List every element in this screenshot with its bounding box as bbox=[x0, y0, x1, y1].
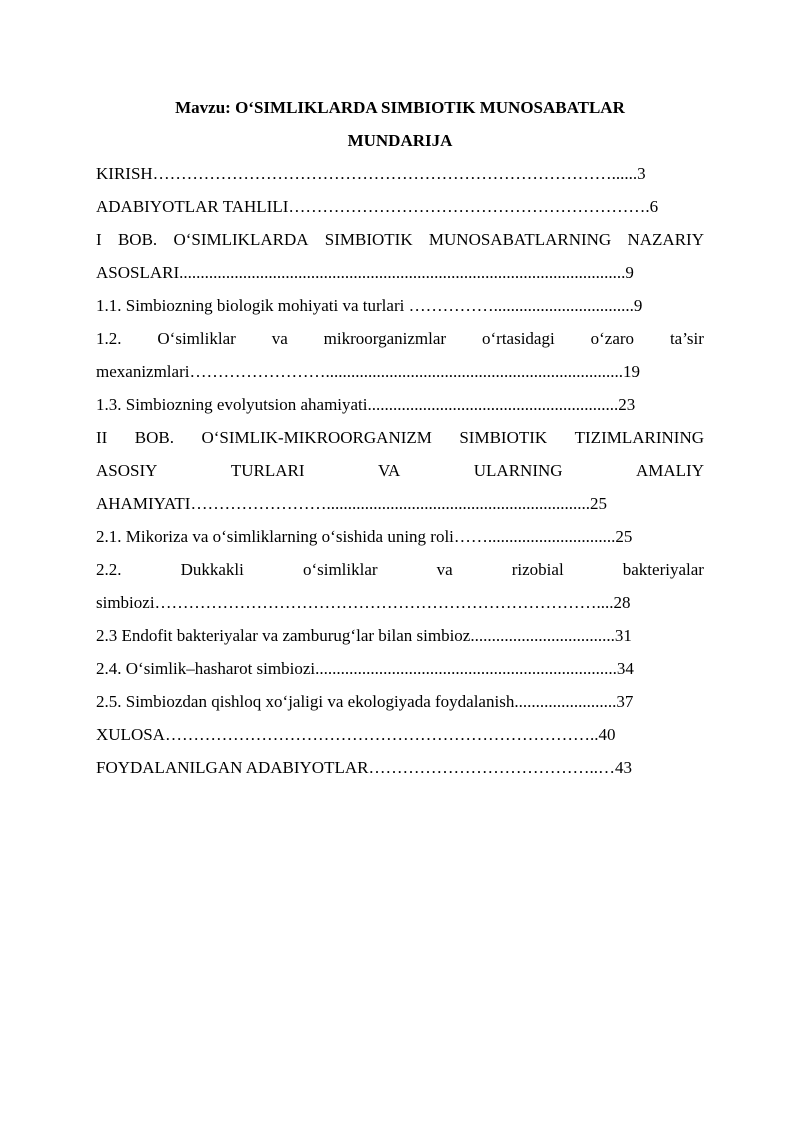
toc-word: 1.2. bbox=[96, 329, 122, 348]
toc-entry-foydalanilgan: FOYDALANILGAN ADABIYOTLAR…………………………………..…43 bbox=[96, 758, 632, 777]
toc-word: II bbox=[96, 428, 108, 447]
toc-word: o‘rtasidagi bbox=[482, 329, 555, 348]
toc-word: MUNOSABATLARNING bbox=[428, 230, 612, 249]
toc-entry-2-3: 2.3 Endofit bakteriyalar va zamburug‘lar bilan simbioz..................................31 bbox=[96, 626, 632, 645]
toc-entry-1-2-line2: mexanizmlari……………………......................................................................19 bbox=[96, 362, 640, 381]
contents-heading: MUNDARIJA bbox=[347, 131, 453, 150]
toc-word: BOB. bbox=[134, 428, 174, 447]
toc-word: I bbox=[96, 230, 102, 249]
toc-word: ASOSIY bbox=[96, 461, 158, 480]
toc-entry-bob2-line1 bbox=[96, 428, 704, 448]
toc-entry-2-2-line2: simbiozi……………………………………………………………………....28 bbox=[96, 593, 631, 612]
toc-word: VA bbox=[377, 461, 401, 480]
toc-entry-2-4: 2.4. O‘simlik–hasharot simbiozi.......................................................................34 bbox=[96, 659, 634, 678]
toc-word: va bbox=[436, 560, 453, 579]
toc-entry-adabiyotlar: ADABIYOTLAR TAHLILI……………………………………………………….6 bbox=[96, 197, 659, 216]
toc-word: Dukkakli bbox=[180, 560, 244, 579]
toc-entry-1-2-line1 bbox=[96, 329, 704, 349]
toc-entry-bob2-line3: AHAMIYATI……………………..............................................................25 bbox=[96, 494, 607, 513]
toc-word: TIZIMLARINING bbox=[574, 428, 704, 447]
toc-word: mikroorganizmlar bbox=[323, 329, 447, 348]
toc-entry-1-1: 1.1. Simbiozning biologik mohiyati va turlari …………….................................9 bbox=[96, 296, 643, 315]
toc-word: ta’sir bbox=[669, 329, 704, 348]
toc-word: va bbox=[271, 329, 288, 348]
toc-word: SIMBIOTIK bbox=[459, 428, 548, 447]
toc-word: bakteriyalar bbox=[622, 560, 704, 579]
toc-word: O‘simliklar bbox=[157, 329, 236, 348]
toc-entry-xulosa: XULOSA…………………………………………………………………..40 bbox=[96, 725, 616, 744]
toc-entry-kirish: KIRISH………………………………………………………………………......3 bbox=[96, 164, 646, 183]
toc-word: SIMBIOTIK bbox=[324, 230, 413, 249]
toc-entry-bob2-line2 bbox=[96, 461, 704, 481]
toc-entry-1-3: 1.3. Simbiozning evolyutsion ahamiyati...........................................................23 bbox=[96, 395, 636, 414]
toc-word: BOB. bbox=[117, 230, 158, 249]
toc-word: NAZARIY bbox=[627, 230, 704, 249]
toc-entry-2-1: 2.1. Mikoriza va o‘simliklarning o‘sishida uning roli……..............................25 bbox=[96, 527, 633, 546]
toc-word: o‘simliklar bbox=[302, 560, 378, 579]
toc-word: O‘SIMLIK-MIKROORGANIZM bbox=[201, 428, 432, 447]
toc-word: AMALIY bbox=[635, 461, 704, 480]
toc-word: TURLARI bbox=[230, 461, 305, 480]
toc-word: o‘zaro bbox=[590, 329, 635, 348]
toc-word: O‘SIMLIKLARDA bbox=[173, 230, 309, 249]
toc-entry-bob1-line1 bbox=[96, 230, 704, 250]
toc-word: ULARNING bbox=[473, 461, 563, 480]
toc-entry-2-2-line1 bbox=[96, 560, 704, 580]
toc-word: rizobial bbox=[511, 560, 564, 579]
toc-word: 2.2. bbox=[96, 560, 122, 579]
document-title: Mavzu: O‘SIMLIKLARDA SIMBIOTIK MUNOSABATLAR bbox=[175, 98, 625, 117]
toc-entry-2-5: 2.5. Simbiozdan qishloq xo‘jaligi va ekologiyada foydalanish........................37 bbox=[96, 692, 634, 711]
toc-entry-bob1-line2: ASOSLARI.........................................................................................................9 bbox=[96, 263, 634, 282]
